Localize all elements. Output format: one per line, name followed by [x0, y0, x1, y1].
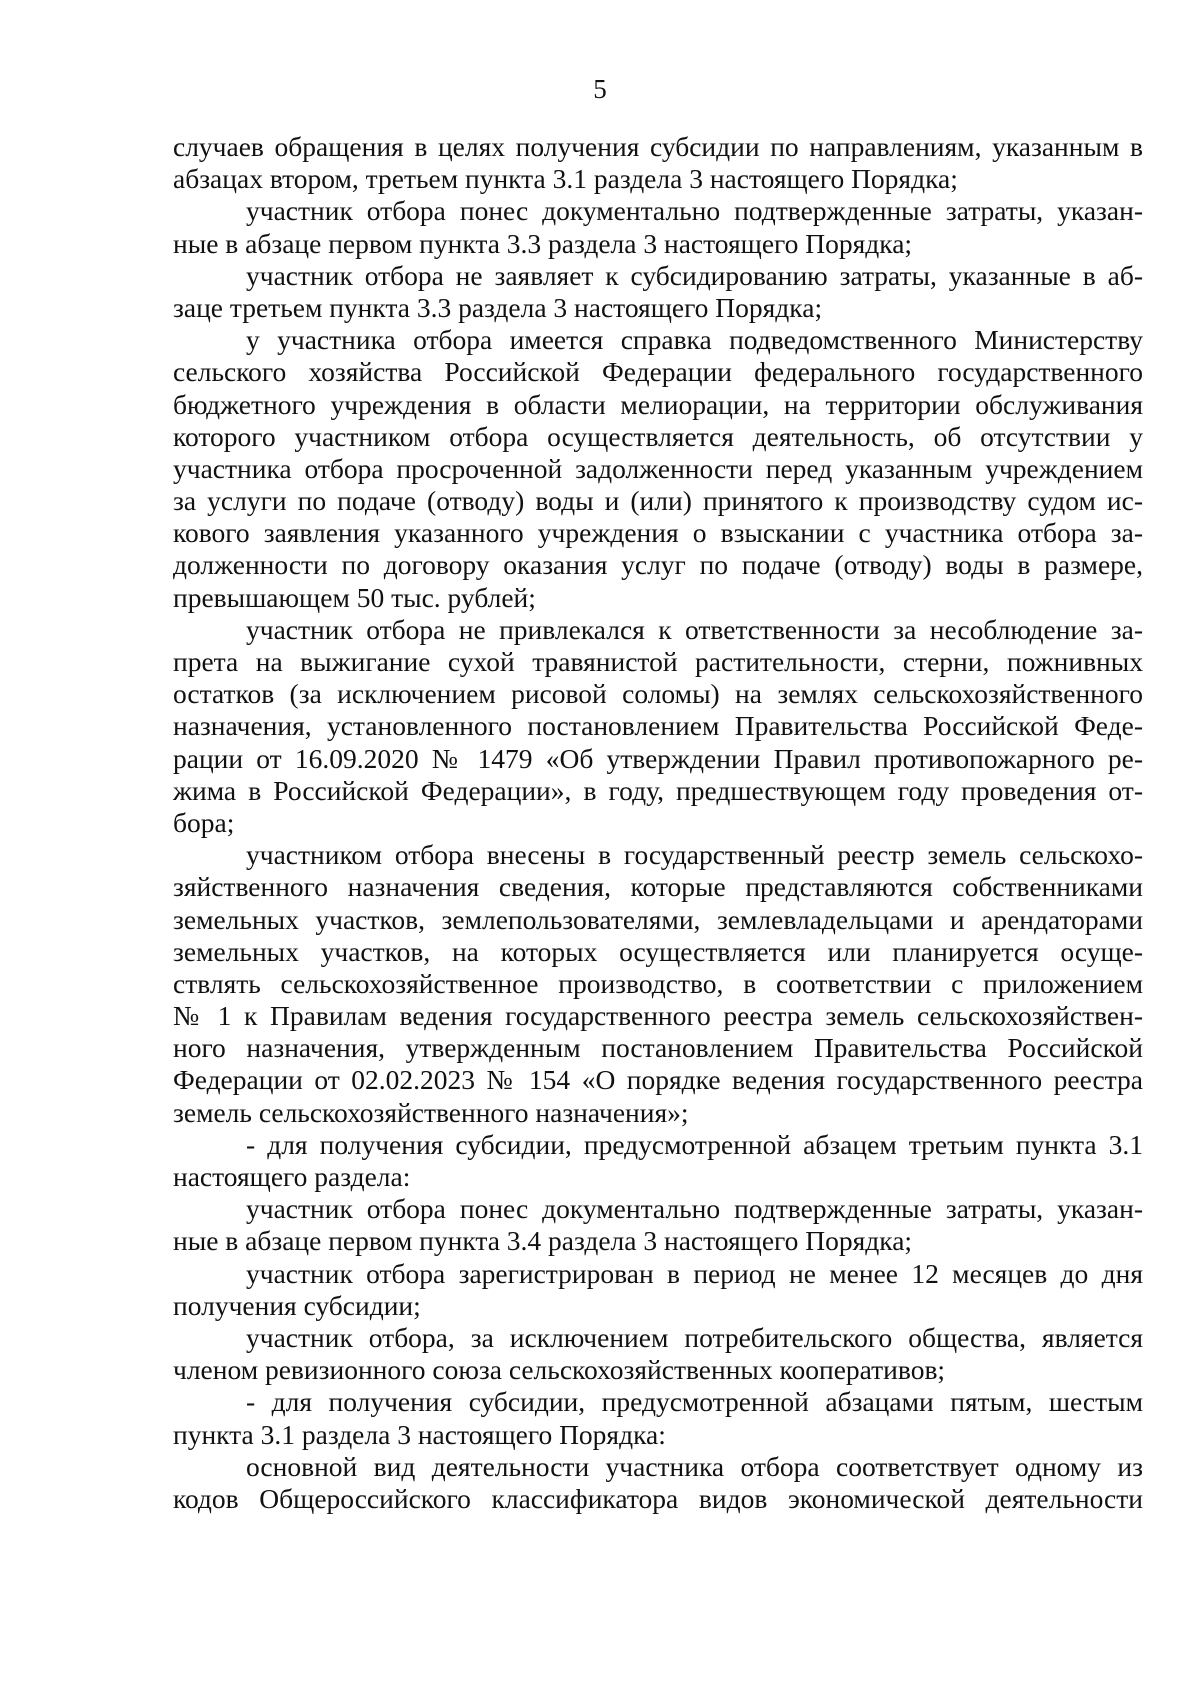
text-line: ные в абзаце первом пункта 3.4 раздела 3 настоящего Порядка;: [173, 1225, 913, 1257]
text-line: назначения, установленного постановлением Правительства Российской Феде-: [173, 710, 1143, 742]
text-line: абзацах втором, третьем пункта 3.1 раздела 3 настоящего Порядка;: [173, 163, 958, 195]
text-line: участник отбора не привлекался к ответственности за несоблюдение за-: [246, 613, 1143, 645]
document-body: [173, 131, 1143, 1515]
text-line: участник отбора понес документально подтвержденные затраты, указан-: [246, 1193, 1143, 1225]
text-line: кодов Общероссийского классификатора видов экономической деятельности: [173, 1482, 1143, 1514]
text-line: остатков (за исключением рисовой соломы) на землях сельскохозяйственного: [173, 678, 1143, 710]
text-line: жима в Российской Федерации», в году, предшествующем году проведения от-: [173, 774, 1143, 806]
text-line: участник отбора понес документально подтвержденные затраты, указан-: [246, 195, 1143, 227]
text-line: пункта 3.1 раздела 3 настоящего Порядка:: [173, 1418, 666, 1450]
text-line: настоящего раздела:: [173, 1161, 411, 1192]
text-line: сельского хозяйства Российской Федерации федерального государственного: [173, 356, 1143, 388]
text-line: случаев обращения в целях получения субсидии по направлениям, указанным в: [173, 131, 1143, 162]
text-line: членом ревизионного союза сельскохозяйственных кооперативов;: [173, 1354, 946, 1386]
text-line: превышающем 50 тыс. рублей;: [173, 581, 536, 613]
text-line: № 1 к Правилам ведения государственного реестра земель сельскохозяйствен-: [173, 1000, 1143, 1032]
page-number: 5: [593, 74, 607, 104]
text-line: долженности по договору оказания услуг по подаче (отводу) воды в размере,: [173, 549, 1143, 581]
text-line: бюджетного учреждения в области мелиорации, на территории обслуживания: [173, 388, 1143, 420]
text-line: - для получения субсидии, предусмотренной абзацем третьим пункта 3.1: [246, 1128, 1143, 1160]
text-line: земель сельскохозяйственного назначения»;: [173, 1096, 689, 1128]
text-line: ного назначения, утвержденным постановлением Правительства Российской: [173, 1032, 1143, 1064]
text-line: у участника отбора имеется справка подведомственного Министерству: [246, 324, 1143, 356]
text-line: земельных участков, на которых осуществляется или планируется осуще-: [173, 935, 1143, 967]
text-line: бора;: [173, 806, 235, 838]
text-line: участник отбора не заявляет к субсидированию затраты, указанные в аб-: [246, 259, 1143, 291]
text-line: участником отбора внесены в государственный реестр земель сельскохо-: [246, 839, 1143, 871]
text-line: земельных участков, землепользователями, землевладельцами и арендаторами: [173, 903, 1143, 935]
text-line: прета на выжигание сухой травянистой растительности, стерни, пожнивных: [173, 646, 1143, 677]
text-line: ные в абзаце первом пункта 3.3 раздела 3 настоящего Порядка;: [173, 227, 913, 259]
text-line: которого участником отбора осуществляется деятельность, об отсутствии у: [173, 420, 1143, 452]
text-line: Федерации от 02.02.2023 № 154 «О порядке ведения государственного реестра: [173, 1064, 1143, 1096]
text-line: - для получения субсидии, предусмотренной абзацами пятым, шестым: [246, 1386, 1143, 1418]
text-line: участник отбора, за исключением потребительского общества, является: [246, 1321, 1143, 1353]
text-line: участника отбора просроченной задолженности перед указанным учреждением: [173, 452, 1143, 484]
text-line: ствлять сельскохозяйственное производство, в соответствии с приложением: [173, 967, 1143, 999]
text-line: рации от 16.09.2020 № 1479 «Об утверждении Правил противопожарного ре-: [173, 742, 1143, 774]
text-line: получения субсидии;: [173, 1289, 421, 1321]
text-line: основной вид деятельности участника отбора соответствует одному из: [246, 1450, 1143, 1482]
text-line: зяйственного назначения сведения, которые представляются собственниками: [173, 871, 1143, 903]
text-line: участник отбора зарегистрирован в период не менее 12 месяцев до дня: [246, 1257, 1143, 1289]
text-line: кового заявления указанного учреждения о взыскании с участника отбора за-: [173, 517, 1143, 549]
text-line: за услуги по подаче (отводу) воды и (или) принятого к производству судом ис-: [173, 485, 1143, 517]
text-line: заце третьем пункта 3.3 раздела 3 настоящего Порядка;: [173, 291, 823, 323]
